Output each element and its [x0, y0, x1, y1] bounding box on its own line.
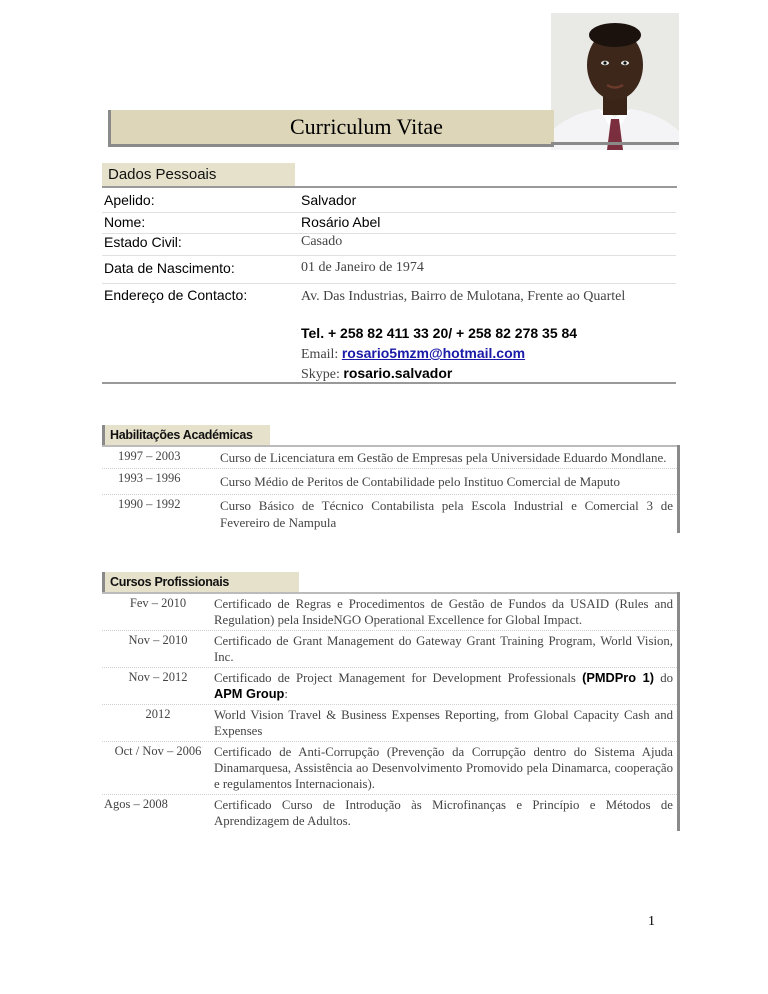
- table-row: [102, 668, 677, 705]
- course-text: Certificado de Anti-Corrupção (Prevenção da Corrupção dentro do Sistema Ajuda Dinamarquesa, Assistência ao Desenvolvimento Promovido pela Dinamarca, cooperação e regulamentos Internacionais).: [214, 745, 673, 791]
- academic-text: Curso Médio de Peritos de Contabilidade pelo Instituo Comercial de Maputo: [220, 474, 621, 489]
- section-personal-label: Dados Pessoais: [102, 163, 295, 187]
- academic-dates: 1993 – 1996: [118, 471, 181, 485]
- course-dates: Fev – 2010: [129, 596, 187, 610]
- name-label: Nome:: [104, 214, 146, 230]
- course-text-main: Certificado de Project Management for Development Professionals: [214, 671, 576, 685]
- skype-label: Skype:: [301, 367, 340, 382]
- address-label: Endereço de Contacto:: [104, 287, 248, 303]
- table-row: [102, 795, 677, 831]
- row-divider: [102, 212, 676, 213]
- civil-status-value: Casado: [301, 234, 343, 249]
- course-text: World Vision Travel & Business Expenses Reporting, from Global Capacity Cash and Expenses: [214, 708, 673, 738]
- email-label: Email:: [301, 347, 339, 362]
- academic-dates: 1997 – 2003: [118, 449, 181, 463]
- academic-dates: 1990 – 1992: [118, 497, 181, 511]
- course-dates: 2012: [145, 707, 171, 721]
- row-divider: [102, 233, 676, 234]
- course-text-connector: do: [660, 671, 674, 685]
- birth-date-label: Data de Nascimento:: [104, 260, 235, 276]
- table-row: [102, 495, 677, 533]
- table-row: [102, 705, 677, 742]
- row-divider: [102, 283, 676, 284]
- table-row: [102, 447, 677, 469]
- course-dates: Agos – 2008: [104, 797, 168, 811]
- course-text: Certificado Curso de Introdução às Microfinanças e Princípio e Métodos de Aprendizagem de Adultos.: [214, 798, 673, 828]
- section-academic-label: Habilitações Académicas: [102, 425, 270, 445]
- surname-label: Apelido:: [104, 192, 155, 208]
- profile-photo: [551, 13, 679, 150]
- email-link[interactable]: rosario5mzm@hotmail.com: [341, 345, 526, 361]
- phone-value: Tel. + 258 82 411 33 20/ + 258 82 278 35 84: [301, 325, 578, 341]
- course-text: Certificado de Regras e Procedimentos de Gestão de Fundos da USAID (Rules and Regulation) pela InsideNGO Operational Excellence for Global Impact.: [214, 597, 673, 627]
- course-text: [212, 668, 677, 704]
- table-row: [102, 594, 677, 631]
- table-row: [102, 631, 677, 668]
- course-dates: Oct / Nov – 2006: [114, 744, 202, 758]
- section-personal-rule: [102, 186, 677, 188]
- academic-table: [102, 445, 680, 533]
- row-divider: [102, 255, 676, 256]
- course-text: Certificado de Grant Management do Gateway Grant Training Program, World Vision, Inc.: [214, 634, 673, 664]
- name-value: Rosário Abel: [301, 214, 381, 230]
- table-row: [102, 742, 677, 795]
- title-rule: [551, 142, 679, 145]
- course-code: (PMDPro 1): [582, 670, 655, 685]
- civil-status-label: Estado Civil:: [104, 234, 182, 250]
- page-number: 1: [648, 914, 655, 929]
- skype-line: [301, 365, 452, 383]
- academic-text: Curso de Licenciatura em Gestão de Empresas pela Universidade Eduardo Mondlane.: [220, 450, 667, 465]
- courses-table: [102, 592, 680, 831]
- skype-value: rosario.salvador: [343, 365, 453, 381]
- course-dates: Nov – 2012: [128, 670, 188, 684]
- academic-text: Curso Básico de Técnico Contabilista pela Escola Industrial e Comercial 3 de Fevereiro de Nampula: [220, 498, 673, 530]
- course-provider: APM Group: [214, 686, 285, 701]
- table-row: [102, 469, 677, 495]
- course-text-end: :: [284, 687, 288, 701]
- personal-bottom-rule: [102, 382, 676, 384]
- birth-date-value: 01 de Janeiro de 1974: [301, 260, 424, 275]
- page-title: Curriculum Vitae: [290, 114, 443, 139]
- section-courses-label: Cursos Profissionais: [102, 572, 299, 592]
- email-line: [301, 345, 525, 363]
- address-value: Av. Das Industrias, Bairro de Mulotana, Frente ao Quartel: [301, 289, 626, 304]
- course-dates: Nov – 2010: [128, 633, 188, 647]
- surname-value: Salvador: [301, 192, 357, 208]
